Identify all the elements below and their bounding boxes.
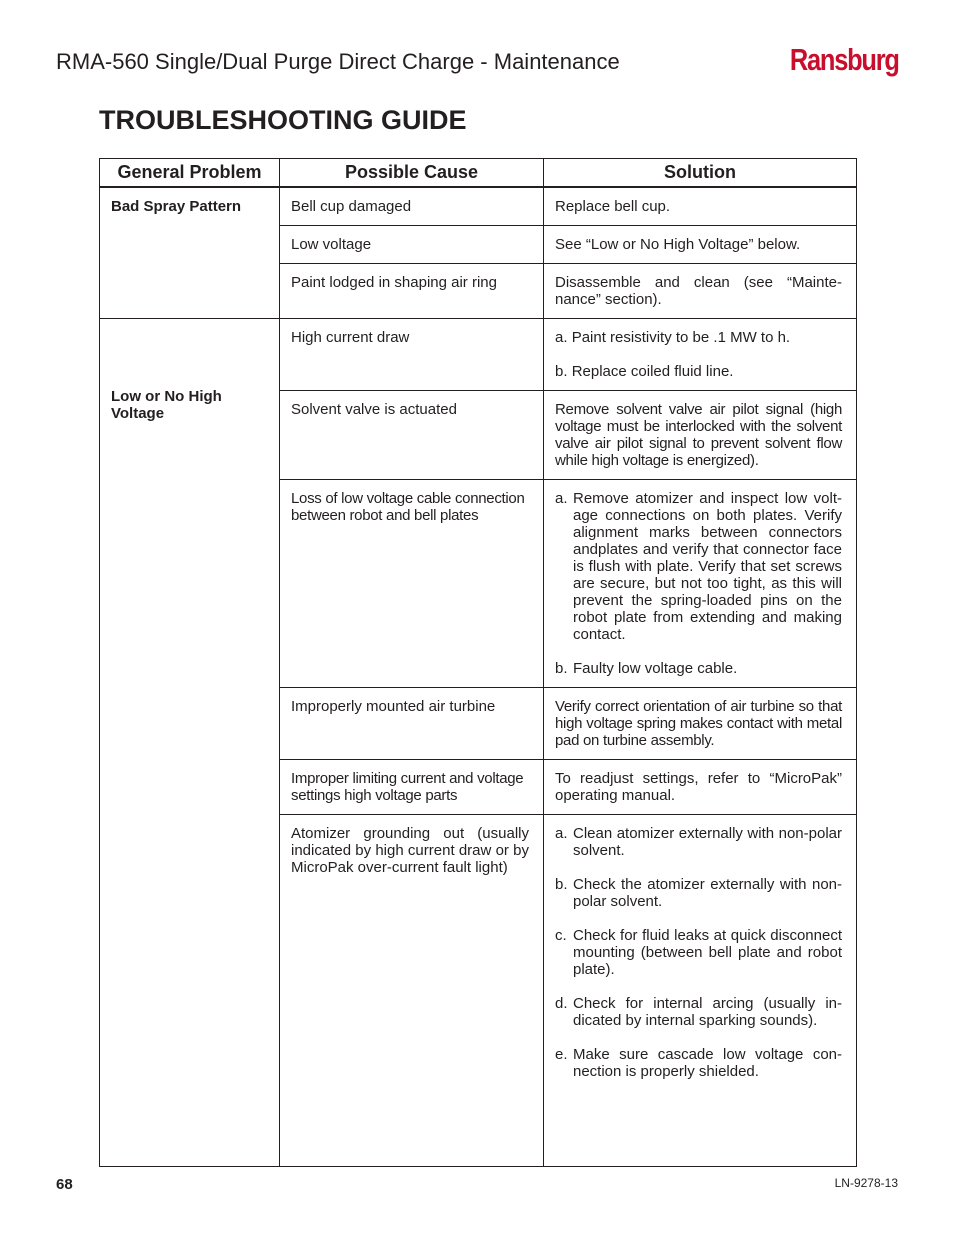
solution-cell (544, 480, 857, 688)
table-row (100, 187, 857, 226)
solution-item-text: Check for fluid leaks at quick disconnect mounting (between bell plate and robot plate). (573, 927, 842, 978)
solution-item-text: Paint resistivity to be .1 MW to h. (571, 329, 791, 346)
solution-item-letter: e. (555, 1046, 568, 1063)
solution-cell: See “Low or No High Voltage” below. (544, 226, 857, 264)
cause-cell: Bell cup damaged (280, 187, 544, 226)
column-header-general-problem: General Problem (100, 159, 280, 188)
table-header-row (100, 159, 857, 188)
solution-item-letter: b. (555, 660, 568, 677)
solution-cell (544, 815, 857, 1167)
problem-bad-spray-pattern: Bad Spray Pattern (100, 187, 280, 319)
solution-item-letter: d. (555, 995, 568, 1012)
solution-item-text: Remove atomizer and inspect low volt- age connections on both plates. Verify alignment marks between connectors andplates and verify that connector face is flush with plate. Verify that set screws are secure, but not too tight, as this will prevent the spring-loaded pins on the robot plate from extending and making contact. (573, 490, 842, 643)
cause-cell: Loss of low voltage cable connection between robot and bell plates (280, 480, 544, 688)
solution-item (555, 363, 842, 380)
solution-item-text: Check for internal arcing (usually in- dicated by internal sparking sounds). (573, 995, 842, 1029)
cause-cell: Paint lodged in shaping air ring (280, 264, 544, 319)
solution-cell: Disassemble and clean (see “Mainte- nance” section). (544, 264, 857, 319)
solution-item (555, 927, 842, 978)
document-code: LN-9278-13 (834, 1176, 898, 1190)
solution-cell (544, 319, 857, 391)
solution-item-letter: b. (555, 876, 568, 893)
cause-cell: High current draw (280, 319, 544, 391)
cause-cell: Improper limiting current and voltage settings high voltage parts (280, 760, 544, 815)
solution-item-letter: a. (555, 329, 568, 346)
solution-item-text: Check the atomizer externally with non-polar solvent. (573, 876, 842, 910)
solution-item-letter: c. (555, 927, 567, 944)
ransburg-logo: Ransburg (790, 42, 899, 77)
solution-item (555, 490, 842, 643)
solution-item-letter: a. (555, 825, 568, 842)
solution-item-text: Make sure cascade low voltage con- nection is properly shielded. (573, 1046, 842, 1080)
page-title: TROUBLESHOOTING GUIDE (99, 105, 467, 135)
solution-cell: To readjust settings, refer to “MicroPak” operating manual. (544, 760, 857, 815)
solution-item (555, 660, 842, 677)
problem-low-or-no-high-voltage (100, 319, 280, 1167)
problem-label: Low or No High Voltage (111, 388, 222, 422)
solution-item (555, 825, 842, 859)
document-header-title: RMA-560 Single/Dual Purge Direct Charge - Maintenance (56, 49, 620, 74)
solution-cell: Verify correct orientation of air turbine so that high voltage spring makes contact with metal pad on turbine assembly. (544, 688, 857, 760)
solution-cell: Replace bell cup. (544, 187, 857, 226)
solution-item (555, 995, 842, 1029)
solution-item-text: Replace coiled fluid line. (571, 363, 734, 380)
column-header-solution: Solution (544, 159, 857, 188)
solution-item-letter: a. (555, 490, 568, 507)
solution-item (555, 876, 842, 910)
solution-cell: Remove solvent valve air pilot signal (high voltage must be interlocked with the solvent valve air pilot signal to prevent solvent flow while high voltage is energized). (544, 391, 857, 480)
solution-list (555, 825, 842, 1080)
solution-item-letter: b. (555, 363, 568, 380)
solution-item-text: Faulty low voltage cable. (573, 660, 738, 677)
cause-cell: Atomizer grounding out (usually indicated by high current draw or by MicroPak over-current fault light) (280, 815, 544, 1167)
page-number: 68 (56, 1176, 73, 1193)
column-header-possible-cause: Possible Cause (280, 159, 544, 188)
cause-cell: Low voltage (280, 226, 544, 264)
solution-item-text: Clean atomizer externally with non-polar solvent. (573, 825, 842, 859)
solution-item (555, 329, 842, 346)
table-row (100, 319, 857, 391)
solution-item (555, 1046, 842, 1080)
cause-cell: Solvent valve is actuated (280, 391, 544, 480)
solution-list (555, 490, 842, 677)
troubleshooting-table (99, 158, 857, 1167)
cause-cell: Improperly mounted air turbine (280, 688, 544, 760)
